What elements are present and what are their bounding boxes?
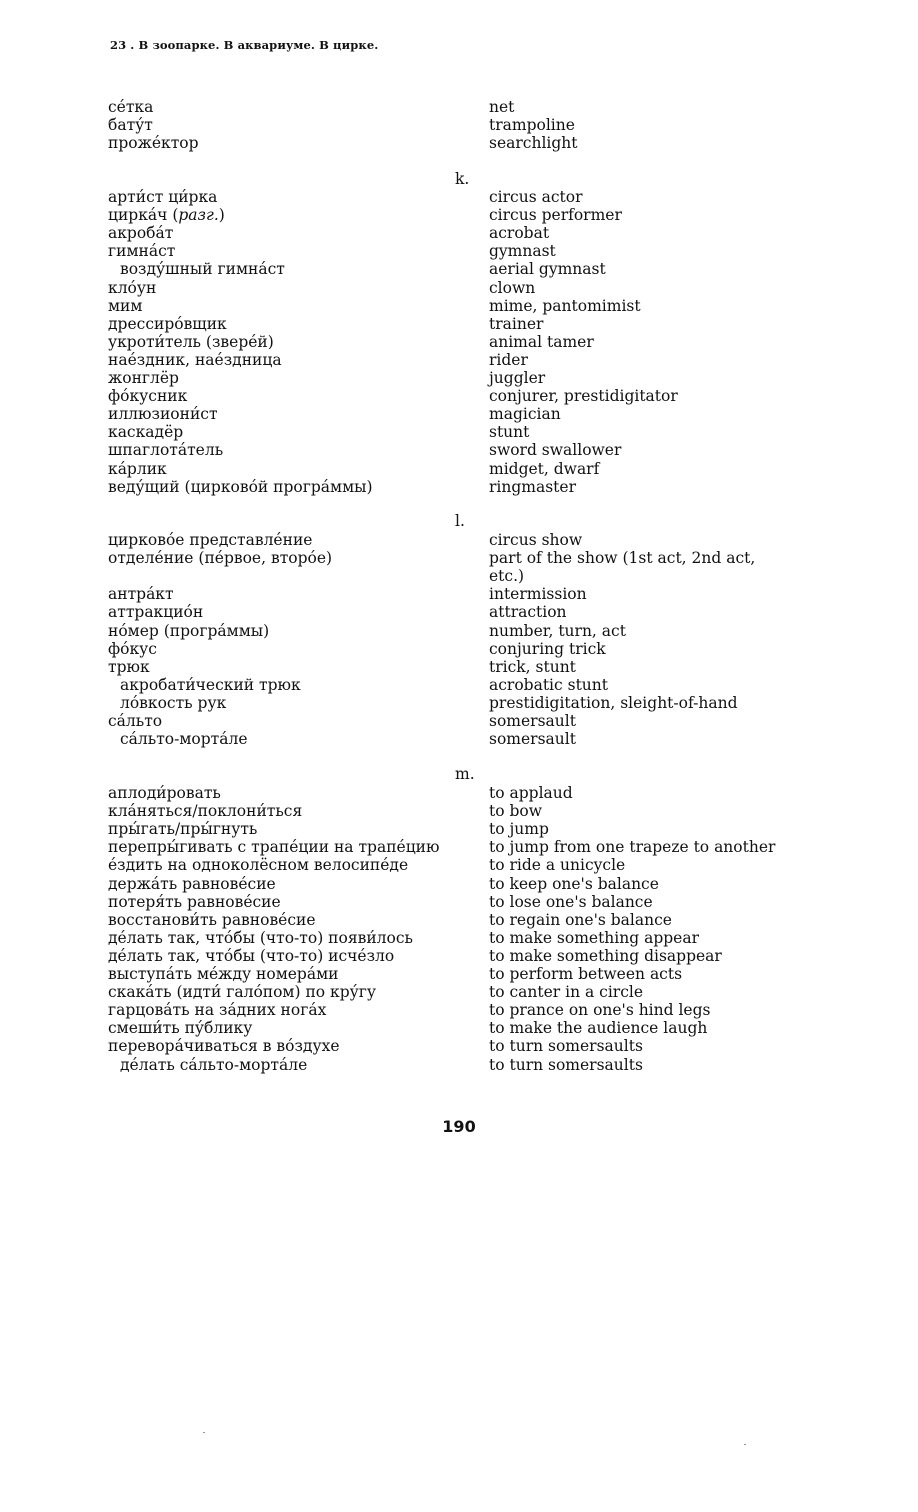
english-translation: conjurer, prestidigitator <box>489 387 678 406</box>
english-translation: circus performer <box>489 206 622 225</box>
russian-term: восстанови́ть равнове́сие <box>108 910 316 929</box>
russian-term: дрессиро́вщик <box>108 314 227 333</box>
russian-term: е́здить на одноколёсном велосипе́де <box>108 856 409 875</box>
english-translation: to applaud <box>489 784 573 802</box>
english-translation: magician <box>489 405 561 424</box>
english-translation: circus show <box>489 531 583 549</box>
english-translation: acrobat <box>489 224 550 243</box>
english-translation: rider <box>489 350 528 369</box>
english-translation: mime, pantomimist <box>489 296 641 315</box>
russian-term: де́лать так, что́бы (что-то) исче́зло <box>108 946 395 965</box>
english-translation: to lose one's balance <box>489 892 653 911</box>
english-translation: to keep one's balance <box>489 874 659 893</box>
english-translation: to turn somersaults <box>489 1055 643 1074</box>
english-translation: to ride a unicycle <box>489 856 626 875</box>
russian-term: кло́ун <box>108 278 157 297</box>
russian-term: иллюзиони́ст <box>108 405 218 424</box>
russian-term: гарцова́ть на за́дних нога́х <box>108 1001 327 1020</box>
english-translation: to make something appear <box>489 928 699 947</box>
russian-term: аттракцио́н <box>108 603 204 622</box>
english-translation: searchlight <box>489 134 578 153</box>
english-translation: animal tamer <box>489 332 594 351</box>
russian-term: акробати́ческий трюк <box>120 675 301 694</box>
english-translation: sword swallower <box>489 441 622 460</box>
russian-term: перепры́гивать с трапе́ции на трапе́цию <box>108 838 440 857</box>
russian-term: кла́няться/поклони́ться <box>108 802 303 821</box>
russian-term: каскадёр <box>108 423 184 442</box>
russian-term: акроба́т <box>108 224 174 243</box>
english-translation: to perform between acts <box>489 965 683 983</box>
running-header: 23 . В зоопарке. В аквариуме. В цирке. <box>110 38 379 52</box>
english-translation: to prance on one's hind legs <box>489 1001 711 1020</box>
english-translation: to regain one's balance <box>489 910 672 929</box>
russian-term: нае́здник, нае́здница <box>108 350 282 369</box>
russian-term: гимна́ст <box>108 242 176 261</box>
russian-term: де́лать так, что́бы (что-то) появи́лось <box>108 928 413 947</box>
english-translation: acrobatic stunt <box>489 675 608 694</box>
english-translation: attraction <box>489 603 567 622</box>
russian-term: са́льто <box>108 712 163 730</box>
english-translation: somersault <box>489 730 576 749</box>
english-translation: circus actor <box>489 188 583 206</box>
section-letter: m. <box>455 765 475 783</box>
russian-term: са́льто-морта́ле <box>120 730 248 749</box>
russian-term: антра́кт <box>108 585 174 604</box>
english-translation: prestidigitation, sleight-of-hand <box>489 693 738 712</box>
russian-term: потеря́ть равнове́сие <box>108 892 281 911</box>
russian-term: фо́кусник <box>108 387 188 406</box>
russian-term: перевора́чиваться в во́здухе <box>108 1037 340 1056</box>
english-translation: trampoline <box>489 116 575 135</box>
russian-term: укроти́тель (звере́й) <box>108 332 274 351</box>
english-translation: midget, dwarf <box>489 459 600 478</box>
russian-term: держа́ть равнове́сие <box>108 874 276 893</box>
english-translation: to jump <box>489 820 549 839</box>
english-translation: to canter in a circle <box>489 983 644 1002</box>
english-translation: net <box>489 98 515 116</box>
russian-term: фо́кус <box>108 639 157 658</box>
english-translation: etc.) <box>489 567 525 586</box>
english-translation: conjuring trick <box>489 639 606 658</box>
russian-term: смеши́ть пу́блику <box>108 1019 253 1038</box>
english-translation: ringmaster <box>489 477 576 496</box>
russian-term: цирково́е представле́ние <box>108 531 313 549</box>
russian-term: ка́рлик <box>108 459 167 478</box>
english-translation: to bow <box>489 802 543 821</box>
russian-term: бату́т <box>108 116 153 135</box>
english-translation: to turn somersaults <box>489 1037 643 1056</box>
english-translation: stunt <box>489 423 530 442</box>
russian-term: но́мер (програ́ммы) <box>108 621 270 640</box>
english-translation: intermission <box>489 585 587 604</box>
page-number: 190 <box>442 1117 476 1136</box>
english-translation: to jump from one trapeze to another <box>489 838 776 857</box>
scan-speck <box>744 1444 746 1445</box>
section-letter: l. <box>455 512 465 530</box>
english-translation: gymnast <box>489 242 556 261</box>
russian-term: отделе́ние (пе́рвое, второ́е) <box>108 549 333 568</box>
section-letter: k. <box>455 170 470 188</box>
russian-term: жонглёр <box>108 369 179 387</box>
english-translation: juggler <box>489 369 546 387</box>
russian-term: трюк <box>108 657 150 676</box>
english-translation: trick, stunt <box>489 657 576 676</box>
russian-term: шпаглотáтель <box>108 441 224 460</box>
russian-term: арти́ст ци́рка <box>108 188 218 206</box>
english-translation: clown <box>489 278 536 297</box>
russian-term: се́тка <box>108 98 154 116</box>
russian-term: ло́вкость рук <box>120 693 227 712</box>
english-translation: somersault <box>489 712 576 730</box>
russian-term: проже́ктор <box>108 134 199 153</box>
russian-term: веду́щий (цирково́й програ́ммы) <box>108 477 373 496</box>
russian-term: цирка́ч (разг.) <box>108 206 225 225</box>
russian-term: де́лать са́льто-морта́ле <box>120 1055 308 1074</box>
scan-speck <box>203 1432 205 1433</box>
english-translation: to make the audience laugh <box>489 1019 708 1038</box>
russian-term: возду́шный гимна́ст <box>120 260 285 279</box>
russian-term: скака́ть (идти́ гало́пом) по кру́гу <box>108 983 377 1002</box>
english-translation: number, turn, act <box>489 621 626 640</box>
colloquial-abbr: разг. <box>178 206 219 225</box>
english-translation: to make something disappear <box>489 946 722 965</box>
russian-term: аплоди́ровать <box>108 784 221 802</box>
english-translation: part of the show (1st act, 2nd act, <box>489 549 756 568</box>
russian-term: выступа́ть ме́жду номера́ми <box>108 965 339 983</box>
english-translation: aerial gymnast <box>489 260 606 279</box>
russian-term: пры́гать/пры́гнуть <box>108 820 258 839</box>
russian-term: мим <box>108 296 143 315</box>
english-translation: trainer <box>489 314 544 333</box>
